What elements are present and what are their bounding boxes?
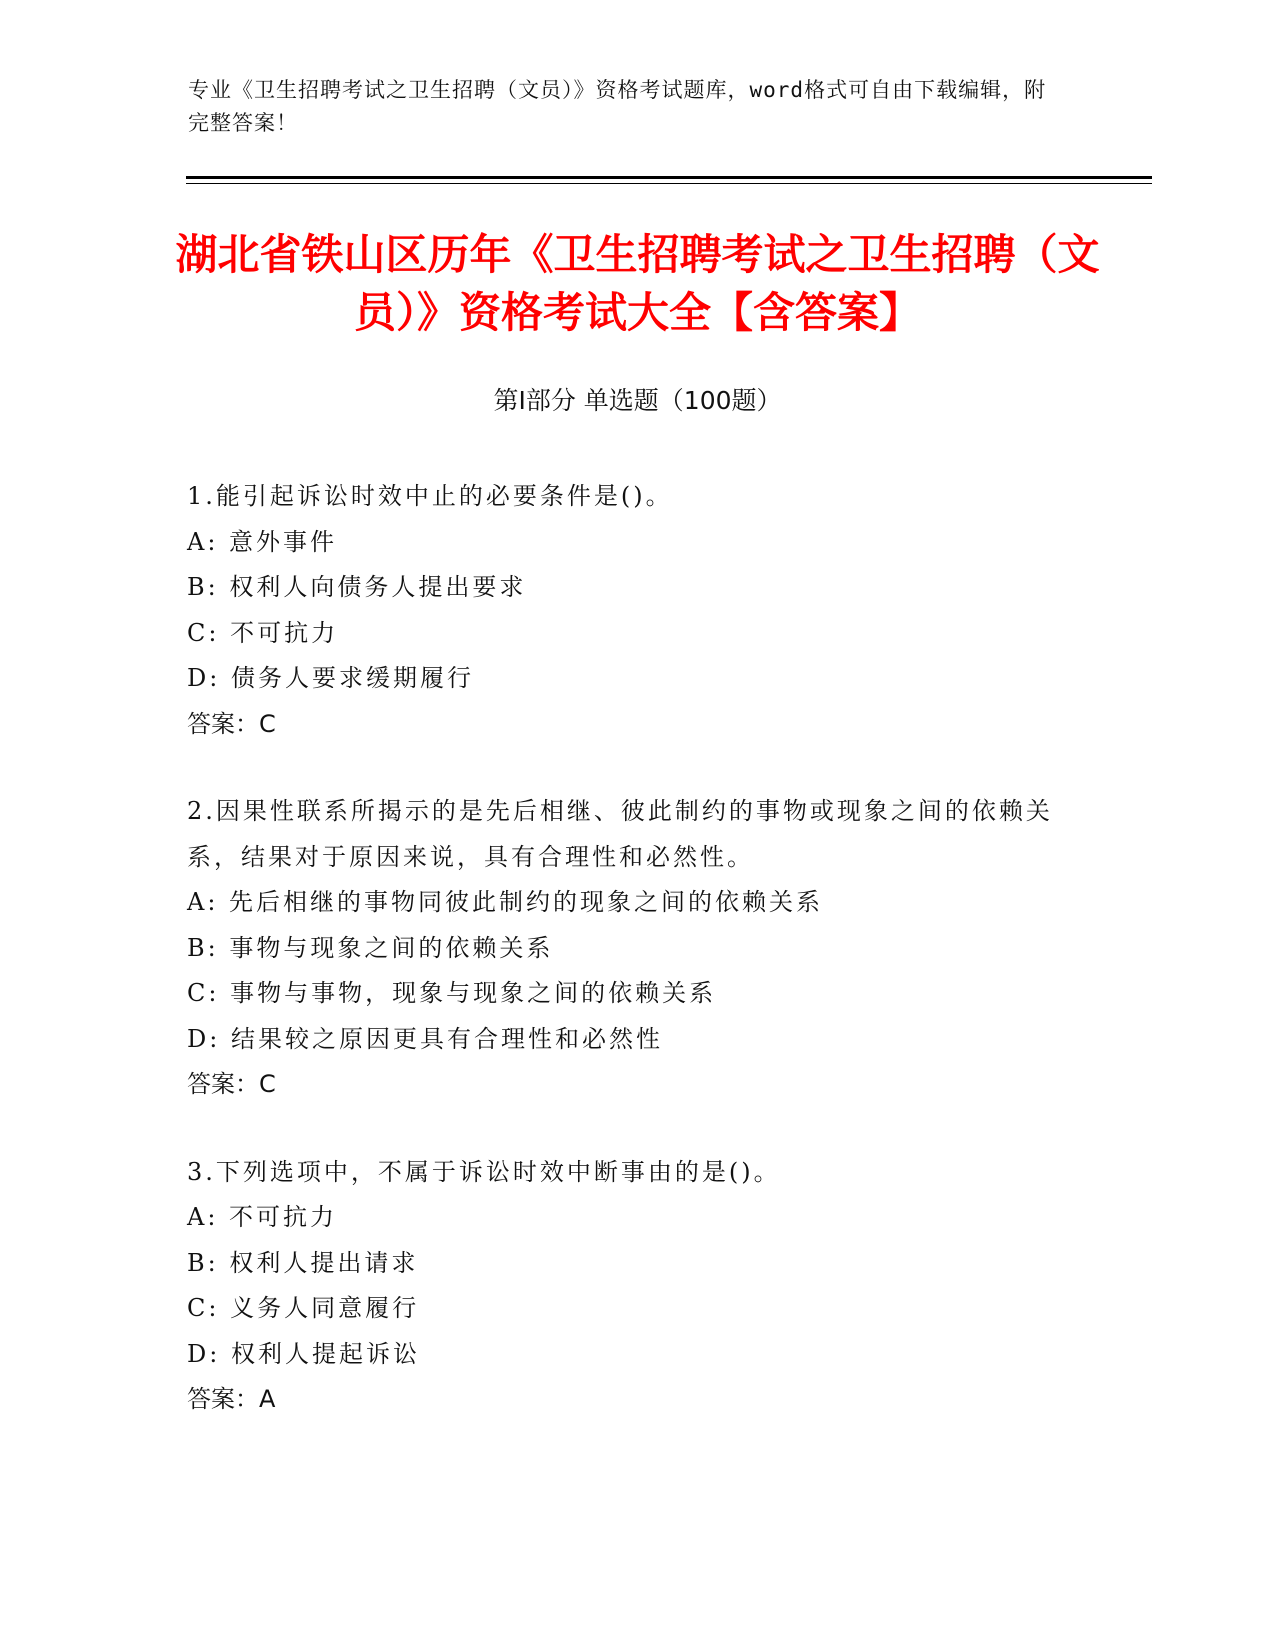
- option-d: D: 债务人要求缓期履行: [187, 664, 474, 692]
- option-d: D: 结果较之原因更具有合理性和必然性: [187, 1024, 663, 1053]
- option-a: A: 先后相继的事物同彼此制约的现象之间的依赖关系: [187, 888, 824, 916]
- option-c: C: 事物与事物，现象与现象之间的依赖关系: [187, 979, 717, 1007]
- option-b: B: 权利人提出请求: [187, 1248, 419, 1277]
- header-note: 专业《卫生招聘考试之卫生招聘（文员）》资格考试题库，word格式可自由下载编辑，附完整答案！: [188, 78, 1047, 135]
- option-a: A: 不可抗力: [187, 1203, 338, 1231]
- answer-label: 答案：: [187, 1070, 259, 1098]
- option-a: A: 意外事件: [187, 527, 338, 556]
- question-stem: 1.能引起诉讼时效中止的必要条件是()。: [187, 482, 673, 510]
- section-title: 第Ⅰ部分 单选题（100题）: [493, 386, 782, 415]
- document-title: 湖北省铁山区历年《卫生招聘考试之卫生招聘（文员）》资格考试大全【含答案】: [175, 230, 1100, 337]
- answer-line: [187, 702, 1087, 748]
- option-d: D: 权利人提起诉讼: [187, 1339, 420, 1368]
- answer-value: A: [259, 1385, 276, 1413]
- question-1: [187, 474, 1087, 747]
- question-3: [187, 1150, 1087, 1423]
- question-2: [187, 789, 1087, 1108]
- question-stem: 3.下列选项中，不属于诉讼时效中断事由的是()。: [187, 1157, 781, 1186]
- answer-line: [187, 1377, 1087, 1423]
- header-divider-thick: [186, 176, 1152, 179]
- question-list: [187, 474, 1087, 1465]
- answer-value: C: [259, 1070, 276, 1098]
- answer-line: [187, 1062, 1087, 1108]
- option-b: B: 权利人向债务人提出要求: [187, 573, 527, 601]
- option-b: B: 事物与现象之间的依赖关系: [187, 933, 554, 962]
- header-divider-thin: [186, 183, 1152, 184]
- answer-value: C: [259, 709, 276, 738]
- option-c: C: 不可抗力: [187, 618, 339, 647]
- option-c: C: 义务人同意履行: [187, 1294, 420, 1322]
- answer-label: 答案：: [187, 1385, 259, 1413]
- answer-label: 答案：: [187, 709, 259, 738]
- question-stem: 2.因果性联系所揭示的是先后相继、彼此制约的事物或现象之间的依赖关系，结果对于原因来说，具有合理性和必然性。: [187, 797, 1053, 871]
